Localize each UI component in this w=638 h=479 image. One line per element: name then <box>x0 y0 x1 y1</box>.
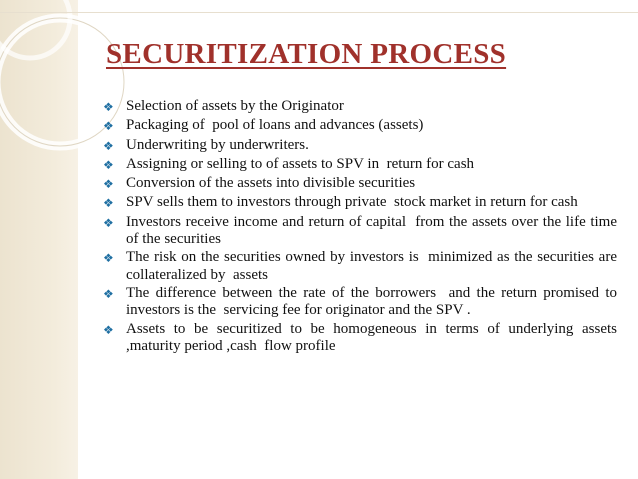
list-item <box>103 175 617 193</box>
diamond-bullet-icon: ❖ <box>103 215 114 230</box>
diamond-bullet-icon: ❖ <box>103 157 114 172</box>
diamond-bullet-icon: ❖ <box>103 119 114 134</box>
bullet-text: The risk on the securities owned by investors is minimized as the securities are collateralized by assets <box>126 249 621 283</box>
diamond-bullet-icon: ❖ <box>103 251 114 266</box>
list-item <box>103 213 621 249</box>
diamond-bullet-icon: ❖ <box>103 286 114 301</box>
bullet-list <box>103 98 621 356</box>
list-item <box>103 320 621 356</box>
list-item <box>103 156 617 174</box>
diamond-bullet-icon: ❖ <box>103 177 114 192</box>
diamond-bullet-icon: ❖ <box>103 196 114 211</box>
bullet-text: The difference between the rate of the borrowers and the return promised to investors is the servicing fee for originator and the SPV . <box>126 284 621 319</box>
bullet-text: Investors receive income and return of capital from the assets over the life time of the securities <box>126 213 621 248</box>
list-item <box>103 249 621 284</box>
bullet-text: Packaging of pool of loans and advances (assets) <box>126 117 424 134</box>
bullet-text: Selection of assets by the Originator <box>126 98 344 114</box>
list-item <box>103 98 617 116</box>
list-item <box>103 284 621 320</box>
bullet-text: SPV sells them to investors through private stock market in return for cash <box>126 194 578 211</box>
diamond-bullet-icon: ❖ <box>103 100 114 114</box>
diamond-bullet-icon: ❖ <box>103 322 114 337</box>
left-decorative-panel <box>0 0 78 479</box>
bullet-text: Assets to be securitized to be homogeneous in terms of underlying assets ,maturity period ,cash flow profile <box>126 320 621 354</box>
list-item <box>103 117 617 135</box>
slide-title: SECURITIZATION PROCESS <box>106 38 507 70</box>
top-divider <box>0 12 638 13</box>
bullet-text: Conversion of the assets into divisible securities <box>126 175 416 192</box>
bullet-text: Assigning or selling to of assets to SPV in return for cash <box>126 155 475 172</box>
list-item <box>103 137 617 155</box>
list-item <box>103 194 617 212</box>
bullet-text: Underwriting by underwriters. <box>126 136 309 153</box>
diamond-bullet-icon: ❖ <box>103 138 114 153</box>
